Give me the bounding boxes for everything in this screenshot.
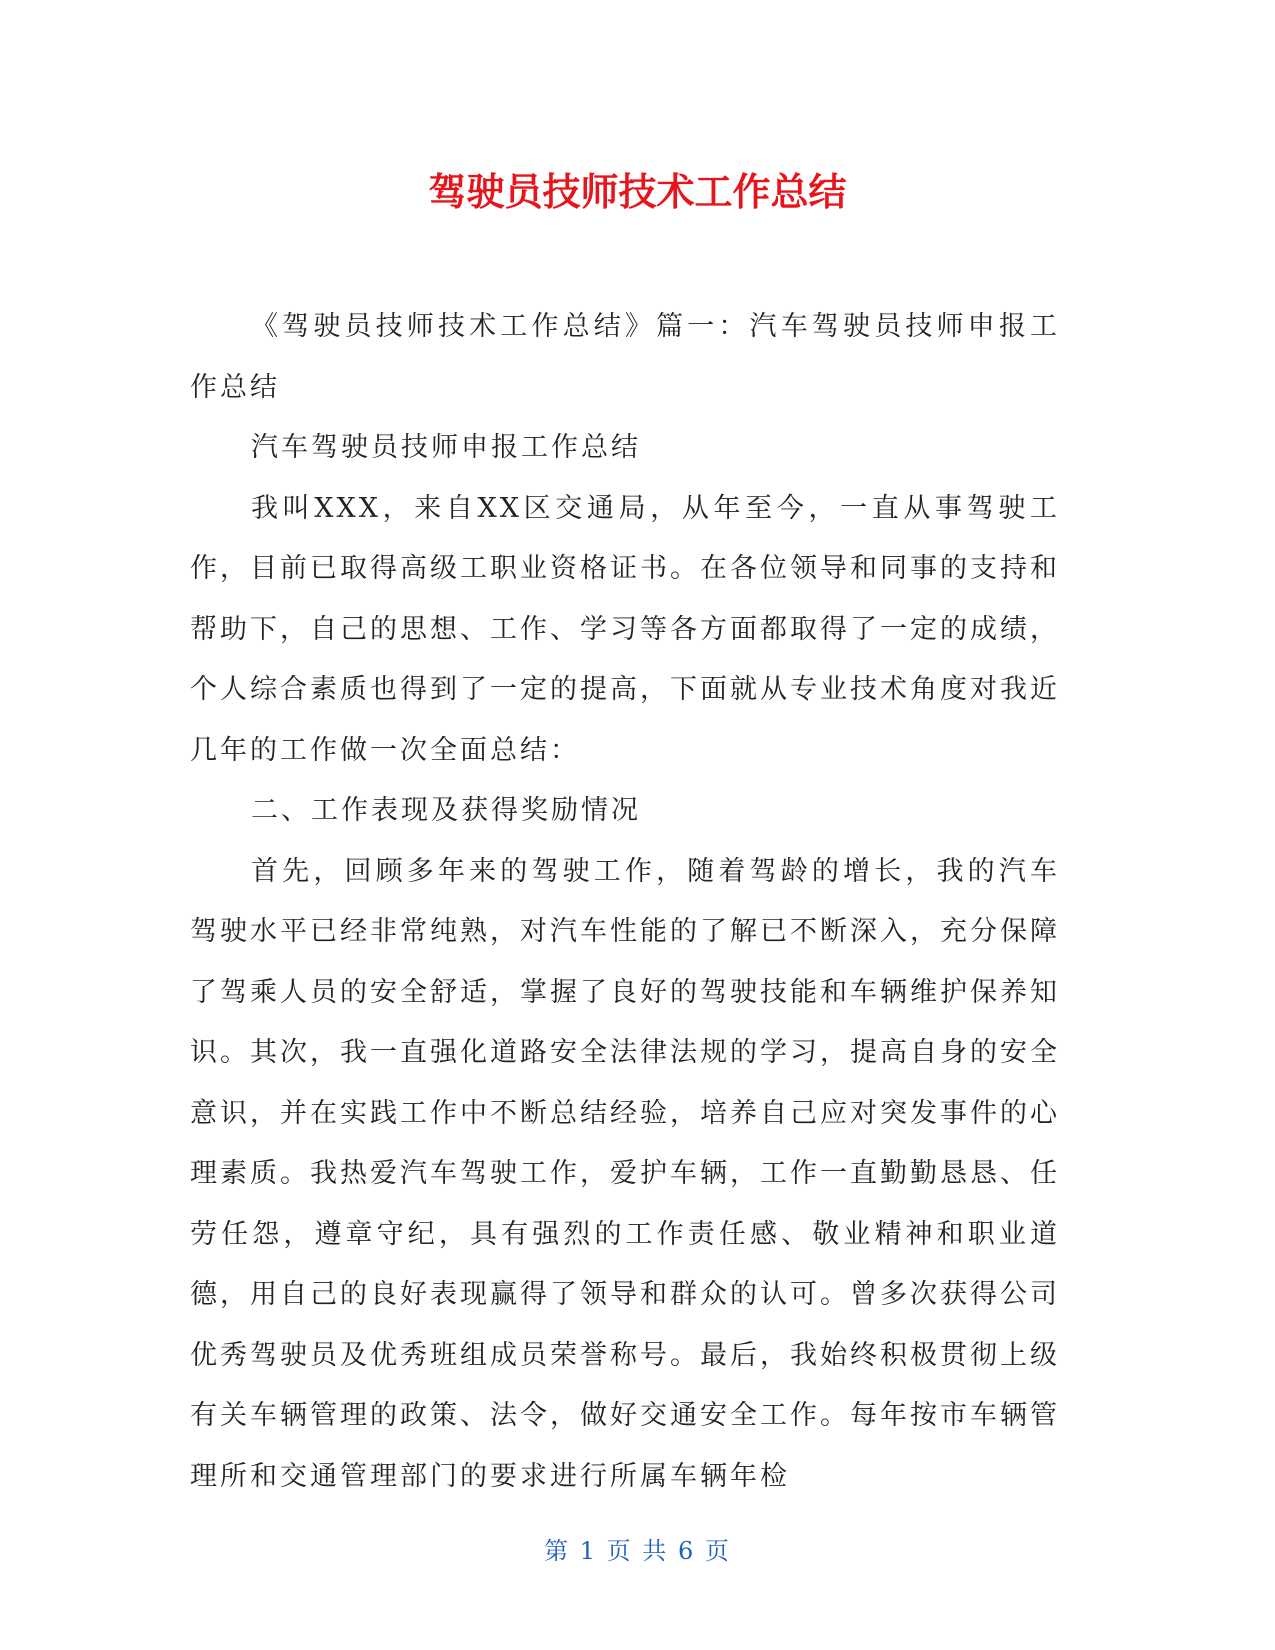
document-body bbox=[190, 297, 1060, 1507]
paragraph: 我叫XXX，来自XX区交通局，从年至今，一直从事驾驶工作，目前已取得高级工职业资格证书。在各位领导和同事的支持和帮助下，自己的思想、工作、学习等各方面都取得了一定的成绩，个人综合素质也得到了一定的提高，下面就从专业技术角度对我近几年的工作做一次全面总结： bbox=[190, 492, 1060, 766]
paragraph: 二、工作表现及获得奖励情况 bbox=[251, 795, 641, 826]
document-title: 驾驶员技师技术工作总结 bbox=[428, 170, 847, 214]
paragraph: 《驾驶员技师技术工作总结》篇一：汽车驾驶员技师申报工作总结 bbox=[190, 311, 1060, 403]
paragraph: 汽车驾驶员技师申报工作总结 bbox=[251, 432, 641, 463]
paragraph: 首先，回顾多年来的驾驶工作，随着驾龄的增长，我的汽车驾驶水平已经非常纯熟，对汽车性能的了解已不断深入，充分保障了驾乘人员的安全舒适，掌握了良好的驾驶技能和车辆维护保养知识。其次，我一直强化道路安全法律法规的学习，提高自身的安全意识，并在实践工作中不断总结经验，培养自己应对突发事件的心理素质。我热爱汽车驾驶工作，爱护车辆，工作一直勤勤恳恳、任劳任怨，遵章守纪，具有强烈的工作责任感、敬业精神和职业道德，用自己的良好表现赢得了领导和群众的认可。曾多次获得公司优秀驾驶员及优秀班组成员荣誉称号。最后，我始终积极贯彻上级有关车辆管理的政策、法令，做好交通安全工作。每年按市车辆管理所和交通管理部门的要求进行所属车辆年检 bbox=[190, 855, 1060, 1492]
page-number-footer: 第 1 页 共 6 页 bbox=[544, 1537, 731, 1565]
